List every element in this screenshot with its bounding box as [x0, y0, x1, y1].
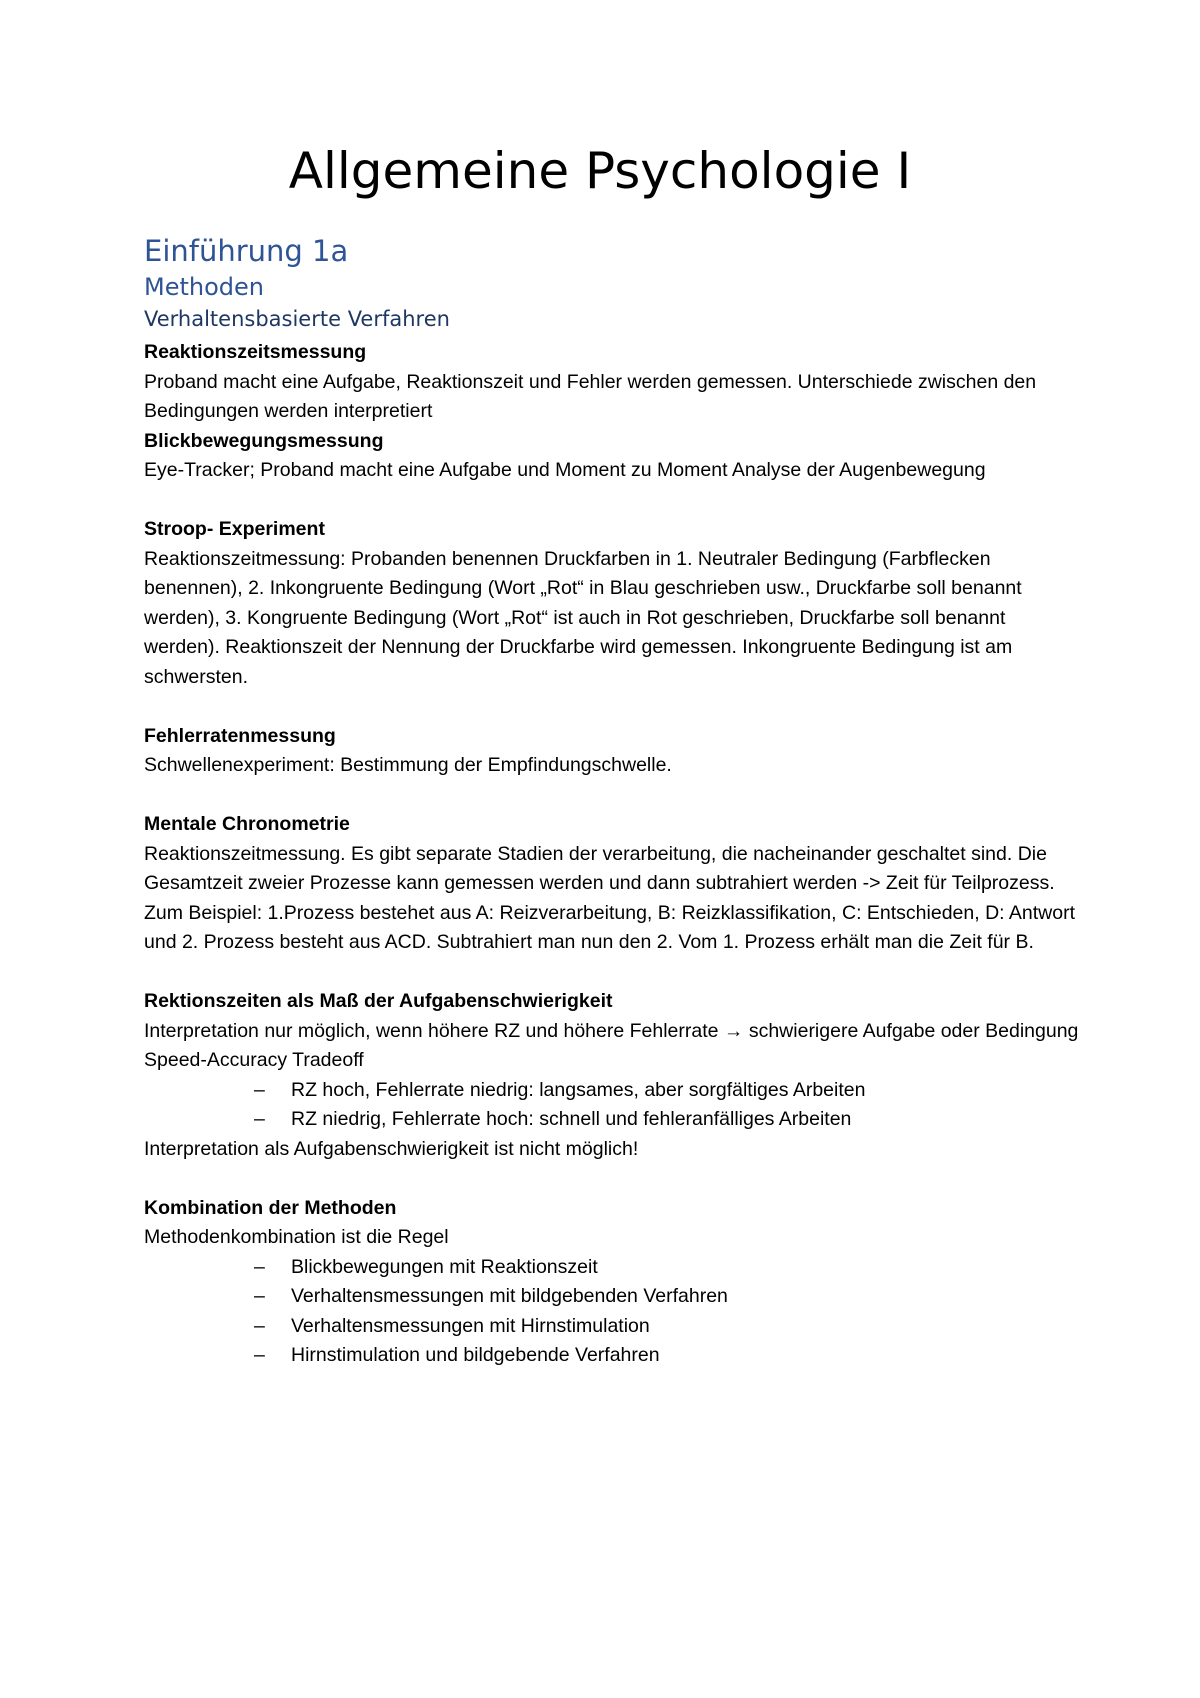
section-heading-mentale-chronometrie: Mentale Chronometrie — [144, 813, 350, 835]
section-conclusion-rektionszeiten: Interpretation als Aufgabenschwierigkeit ist nicht möglich! — [144, 1137, 639, 1160]
section-heading-fehlerratenmessung: Fehlerratenmessung — [144, 724, 336, 747]
list-item-text: Verhaltensmessungen mit Hirnstimulation — [291, 1314, 650, 1337]
list-item — [144, 1076, 1084, 1106]
section-text-rektionszeiten: Interpretation nur möglich, wenn höhere RZ und höhere Fehlerrate → schwierigere Aufgabe oder Bedingung — [144, 1019, 1079, 1042]
section-text-reaktionszeitsmessung: Proband macht eine Aufgabe, Reaktionszeit und Fehler werden gemessen. Unterschiede zwischen den Bedingungen werden interpretiert — [144, 370, 1037, 422]
list-item — [144, 1341, 1084, 1371]
section-text-mentale-chronometrie: Reaktionszeitmessung. Es gibt separate Stadien der verarbeitung, die nacheinander geschaltet sind. Die Gesamtzeit zweier Prozesse kann gemessen werden und dann subtrahiert werden -> Zeit für Teilprozess. Zum Beispiel: 1.Prozess bestehet aus A: Reizverarbeitung, B: Reizklassifikation, C: Entschieden, D: Antwort und 2. Prozess besteht aus ACD. Subtrahiert man nun den 2. Vom 1. Prozess erhält man die Zeit für B. — [144, 842, 1076, 953]
paragraph-spacer — [144, 692, 1084, 722]
section-heading-stroop: Stroop- Experiment — [144, 518, 325, 540]
list-item — [144, 1105, 1084, 1135]
list-item — [144, 1253, 1084, 1283]
section-text-fehlerratenmessung: Schwellenexperiment: Bestimmung der Empfindungschwelle. — [144, 754, 672, 776]
document-title: Allgemeine Psychologie I — [288, 142, 912, 200]
section-heading-kombination: Kombination der Methoden — [144, 1196, 397, 1219]
paragraph-spacer — [144, 781, 1084, 811]
heading-level-2: Methoden — [144, 273, 264, 301]
document-content — [144, 232, 1084, 1371]
section-text-blickbewegungsmessung: Eye-Tracker; Proband macht eine Aufgabe und Moment zu Moment Analyse der Augenbewegung — [144, 459, 986, 481]
list-item-text: Verhaltensmessungen mit bildgebenden Verfahren — [291, 1285, 728, 1307]
section-subheading-speed-accuracy: Speed-Accuracy Tradeoff — [144, 1049, 364, 1071]
dash-bullet: – — [254, 1255, 265, 1278]
list-item-text: RZ niedrig, Fehlerrate hoch: schnell und fehleranfälliges Arbeiten — [291, 1108, 852, 1130]
section-heading-blickbewegungsmessung: Blickbewegungsmessung — [144, 429, 384, 452]
paragraph-spacer — [144, 958, 1084, 988]
section-heading-rektionszeiten: Rektionszeiten als Maß der Aufgabenschwierigkeit — [144, 990, 613, 1012]
section-text-stroop: Reaktionszeitmessung: Probanden benennen Druckfarben in 1. Neutraler Bedingung (Farbflecken benennen), 2. Inkongruente Bedingung (Wort „Rot“ in Blau geschrieben usw., Druckfarbe soll benannt werden), 3. Kongruente Bedingung (Wort „Rot“ ist auch in Rot geschrieben, Druckfarbe soll benannt werden). Reaktionszeit der Nennung der Druckfarbe wird gemessen. Inkongruente Bedingung ist am schwersten. — [144, 547, 1022, 688]
dash-bullet: – — [254, 1314, 265, 1337]
document-body — [144, 338, 1084, 1371]
heading-level-3: Verhaltensbasierte Verfahren — [144, 307, 450, 331]
dash-bullet: – — [254, 1285, 265, 1307]
list-item — [144, 1282, 1084, 1312]
section-text-kombination: Methodenkombination ist die Regel — [144, 1226, 449, 1248]
list-item — [144, 1312, 1084, 1342]
dash-bullet: – — [254, 1108, 265, 1130]
list-item-text: Blickbewegungen mit Reaktionszeit — [291, 1255, 598, 1278]
dash-bullet: – — [254, 1078, 265, 1101]
paragraph-spacer — [144, 486, 1084, 516]
kombination-list — [144, 1253, 1084, 1371]
list-item-text: RZ hoch, Fehlerrate niedrig: langsames, aber sorgfältiges Arbeiten — [291, 1078, 866, 1101]
section-heading-reaktionszeitsmessung: Reaktionszeitsmessung — [144, 341, 367, 363]
dash-bullet: – — [254, 1344, 265, 1366]
speed-accuracy-list — [144, 1076, 1084, 1135]
heading-level-1: Einführung 1a — [144, 234, 349, 268]
paragraph-spacer — [144, 1164, 1084, 1194]
list-item-text: Hirnstimulation und bildgebende Verfahren — [291, 1344, 660, 1366]
